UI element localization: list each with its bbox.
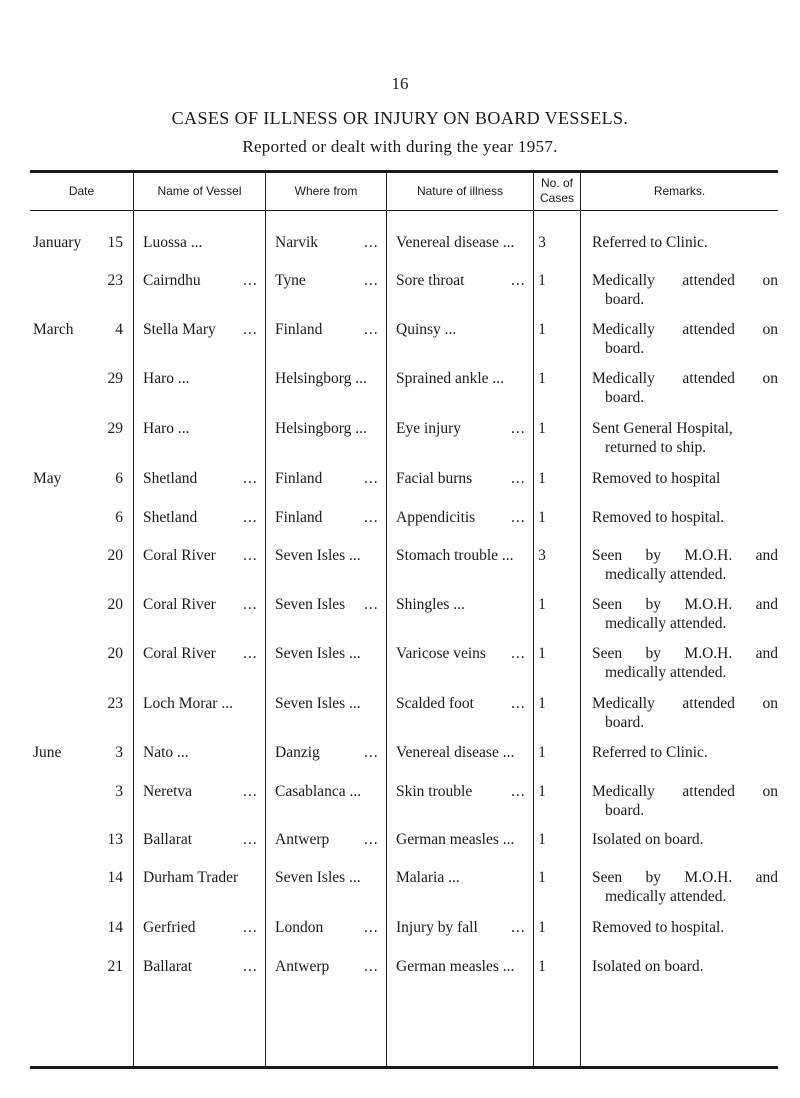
remarks-word: M.O.H. (684, 645, 733, 662)
remarks (592, 782, 778, 820)
leader-dots: ... (364, 744, 379, 761)
nature-of-illness: Skin trouble (396, 783, 473, 800)
remarks-word: by (645, 869, 662, 886)
remarks (592, 694, 778, 732)
remarks-word: Seen (592, 596, 623, 613)
vessel-name: Shetland (143, 470, 198, 487)
where-from: Seven Isles ... (275, 869, 361, 886)
leader-dots: ... (243, 321, 258, 338)
remarks (592, 868, 778, 906)
date-day: 20 (107, 547, 123, 564)
number-of-cases: 1 (538, 596, 546, 613)
remarks (592, 233, 778, 252)
number-of-cases: 1 (538, 958, 546, 975)
page-number: 16 (391, 74, 409, 93)
remarks-continuation: board. (605, 389, 645, 406)
where-from: Helsingborg ... (275, 420, 367, 437)
where-from: Helsingborg ... (275, 370, 367, 387)
leader-dots: ... (364, 958, 379, 975)
nature-of-illness: Malaria ... (396, 869, 460, 886)
column-divider (580, 170, 581, 1066)
nature-of-illness: Shingles ... (396, 596, 465, 613)
leader-dots: ... (511, 470, 526, 487)
remarks-word: M.O.H. (684, 547, 733, 564)
remarks-line: Referred to Clinic. (592, 234, 708, 251)
nature-of-illness: Sprained ankle ... (396, 370, 505, 387)
nature-of-illness: Sore throat (396, 272, 465, 289)
remarks (592, 469, 778, 488)
column-divider (265, 170, 266, 1066)
where-from: London (275, 919, 324, 936)
remarks (592, 320, 778, 358)
number-of-cases: 1 (538, 321, 546, 338)
remarks-line (592, 546, 778, 565)
remarks-word: and (755, 547, 778, 564)
remarks-word: Medically (592, 272, 655, 289)
number-of-cases: 1 (538, 370, 546, 387)
number-of-cases: 1 (538, 470, 546, 487)
remarks (592, 369, 778, 407)
leader-dots: ... (364, 831, 379, 848)
column-divider (386, 170, 387, 1066)
nature-of-illness: Facial burns (396, 470, 473, 487)
remarks-word: Seen (592, 645, 623, 662)
column-divider (133, 170, 134, 1066)
leader-dots: ... (243, 645, 258, 662)
remarks-word: attended (682, 783, 735, 800)
remarks-word: on (762, 370, 778, 387)
nature-of-illness: German measles ... (396, 958, 515, 975)
remarks-continuation: medically attended. (605, 888, 727, 905)
leader-dots: ... (364, 509, 379, 526)
number-of-cases: 1 (538, 272, 546, 289)
date-day: 14 (107, 869, 123, 886)
remarks-line (592, 320, 778, 339)
vessel-name: Haro ... (143, 420, 190, 437)
leader-dots: ... (243, 831, 258, 848)
where-from: Tyne (275, 272, 306, 289)
where-from: Seven Isles ... (275, 645, 361, 662)
date-day: 20 (107, 645, 123, 662)
number-of-cases: 1 (538, 695, 546, 712)
number-of-cases: 1 (538, 831, 546, 848)
date-day: 3 (115, 783, 123, 800)
date-day: 23 (107, 695, 123, 712)
where-from: Antwerp (275, 958, 330, 975)
remarks-word: Seen (592, 869, 623, 886)
remarks-line: Isolated on board. (592, 831, 704, 848)
header-vessel: Name of Vessel (157, 183, 242, 198)
remarks (592, 830, 778, 849)
leader-dots: ... (243, 509, 258, 526)
number-of-cases: 1 (538, 869, 546, 886)
leader-dots: ... (511, 919, 526, 936)
number-of-cases: 1 (538, 645, 546, 662)
leader-dots: ... (364, 272, 379, 289)
leader-dots: ... (511, 645, 526, 662)
remarks-line (592, 595, 778, 614)
date-month: June (33, 744, 62, 761)
date-month: January (33, 234, 82, 251)
leader-dots: ... (243, 783, 258, 800)
remarks-word: M.O.H. (684, 869, 733, 886)
remarks-line (592, 694, 778, 713)
remarks-line: Removed to hospital. (592, 919, 725, 936)
vessel-name: Ballarat (143, 958, 193, 975)
nature-of-illness: Venereal disease ... (396, 234, 515, 251)
leader-dots: ... (364, 234, 379, 251)
number-of-cases: 3 (538, 234, 546, 251)
header-cases-line1: No. of (540, 176, 573, 190)
remarks (592, 743, 778, 762)
nature-of-illness: German measles ... (396, 831, 515, 848)
remarks-word: Medically (592, 321, 655, 338)
header-nature: Nature of illness (416, 183, 504, 198)
vessel-name: Loch Morar ... (143, 695, 233, 712)
remarks (592, 271, 778, 309)
vessel-name: Shetland (143, 509, 198, 526)
date-day: 6 (115, 470, 123, 487)
date-day: 29 (107, 420, 123, 437)
leader-dots: ... (243, 272, 258, 289)
date-day: 15 (107, 234, 123, 251)
leader-dots: ... (511, 783, 526, 800)
remarks-word: on (762, 272, 778, 289)
where-from: Finland (275, 321, 323, 338)
page-subtitle: Reported or dealt with during the year 1957. (242, 137, 558, 156)
leader-dots: ... (511, 695, 526, 712)
remarks-continuation: medically attended. (605, 615, 727, 632)
number-of-cases: 1 (538, 420, 546, 437)
remarks (592, 595, 778, 633)
vessel-name: Gerfried (143, 919, 196, 936)
remarks (592, 508, 778, 527)
date-day: 21 (107, 958, 123, 975)
remarks-word: on (762, 695, 778, 712)
remarks-line: Removed to hospital. (592, 509, 725, 526)
date-month: March (33, 321, 74, 338)
number-of-cases: 3 (538, 547, 546, 564)
remarks-continuation: board. (605, 291, 645, 308)
remarks-continuation: medically attended. (605, 664, 727, 681)
remarks-line: Removed to hospital (592, 470, 721, 487)
table-bottom-rule (30, 1066, 778, 1069)
vessel-name: Cairndhu (143, 272, 201, 289)
where-from: Narvik (275, 234, 319, 251)
remarks-continuation: board. (605, 714, 645, 731)
remarks-continuation: board. (605, 340, 645, 357)
remarks-word: attended (682, 321, 735, 338)
remarks-line: Referred to Clinic. (592, 744, 708, 761)
remarks-line: Sent General Hospital, (592, 420, 733, 437)
vessel-name: Luossa ... (143, 234, 203, 251)
remarks (592, 918, 778, 937)
vessel-name: Coral River (143, 645, 216, 662)
header-cases (534, 172, 580, 210)
leader-dots: ... (511, 420, 526, 437)
leader-dots: ... (364, 596, 379, 613)
page-title: CASES OF ILLNESS OR INJURY ON BOARD VESSELS. (171, 108, 629, 128)
remarks-word: attended (682, 370, 735, 387)
nature-of-illness: Quinsy ... (396, 321, 457, 338)
remarks (592, 644, 778, 682)
nature-of-illness: Injury by fall (396, 919, 478, 936)
leader-dots: ... (511, 272, 526, 289)
remarks-line: Isolated on board. (592, 958, 704, 975)
header-remarks: Remarks. (653, 183, 706, 198)
remarks-word: by (645, 547, 662, 564)
leader-dots: ... (243, 919, 258, 936)
nature-of-illness: Scalded foot (396, 695, 474, 712)
header-cases-line2: Cases (539, 191, 574, 205)
remarks-word: Medically (592, 695, 655, 712)
leader-dots: ... (243, 958, 258, 975)
where-from: Antwerp (275, 831, 330, 848)
remarks-word: and (755, 645, 778, 662)
vessel-name: Haro ... (143, 370, 190, 387)
leader-dots: ... (243, 547, 258, 564)
remarks-word: by (645, 645, 662, 662)
remarks-word: and (755, 596, 778, 613)
nature-of-illness: Venereal disease ... (396, 744, 515, 761)
remarks (592, 546, 778, 584)
remarks-word: M.O.H. (684, 596, 733, 613)
date-month: May (33, 470, 62, 487)
where-from: Seven Isles (275, 596, 346, 613)
leader-dots: ... (243, 596, 258, 613)
remarks-word: attended (682, 272, 735, 289)
number-of-cases: 1 (538, 783, 546, 800)
nature-of-illness: Eye injury (396, 420, 461, 437)
remarks-word: Medically (592, 783, 655, 800)
remarks (592, 957, 778, 976)
where-from: Seven Isles ... (275, 695, 361, 712)
remarks-word: Seen (592, 547, 623, 564)
remarks-line (592, 369, 778, 388)
vessel-name: Durham Trader (143, 869, 239, 886)
remarks-continuation: board. (605, 802, 645, 819)
remarks-word: attended (682, 695, 735, 712)
leader-dots: ... (243, 470, 258, 487)
remarks-line (592, 644, 778, 663)
number-of-cases: 1 (538, 509, 546, 526)
date-day: 14 (107, 919, 123, 936)
table-header-rule (30, 210, 778, 211)
remarks-word: and (755, 869, 778, 886)
where-from: Casablanca ... (275, 783, 362, 800)
header-date: Date (68, 183, 95, 198)
date-day: 6 (115, 509, 123, 526)
header-where-from: Where from (294, 183, 358, 198)
remarks-word: Medically (592, 370, 655, 387)
vessel-name: Coral River (143, 547, 216, 564)
date-day: 4 (115, 321, 123, 338)
where-from: Seven Isles ... (275, 547, 361, 564)
vessel-name: Neretva (143, 783, 193, 800)
nature-of-illness: Appendicitis (396, 509, 476, 526)
leader-dots: ... (364, 470, 379, 487)
remarks-line (592, 782, 778, 801)
date-day: 3 (115, 744, 123, 761)
vessel-name: Ballarat (143, 831, 193, 848)
number-of-cases: 1 (538, 744, 546, 761)
date-day: 29 (107, 370, 123, 387)
nature-of-illness: Stomach trouble ... (396, 547, 514, 564)
remarks (592, 419, 778, 457)
remarks-line (592, 868, 778, 887)
number-of-cases: 1 (538, 919, 546, 936)
column-divider (533, 170, 534, 1066)
remarks-continuation: returned to ship. (605, 439, 707, 456)
date-day: 13 (107, 831, 123, 848)
date-day: 20 (107, 596, 123, 613)
date-day: 23 (107, 272, 123, 289)
vessel-name: Nato ... (143, 744, 189, 761)
where-from: Finland (275, 509, 323, 526)
remarks-continuation: medically attended. (605, 566, 727, 583)
leader-dots: ... (364, 321, 379, 338)
vessel-name: Stella Mary (143, 321, 216, 338)
nature-of-illness: Varicose veins (396, 645, 486, 662)
vessel-name: Coral River (143, 596, 216, 613)
where-from: Danzig (275, 744, 320, 761)
leader-dots: ... (511, 509, 526, 526)
remarks-word: on (762, 321, 778, 338)
leader-dots: ... (364, 919, 379, 936)
remarks-word: by (645, 596, 662, 613)
remarks-line (592, 271, 778, 290)
where-from: Finland (275, 470, 323, 487)
remarks-word: on (762, 783, 778, 800)
